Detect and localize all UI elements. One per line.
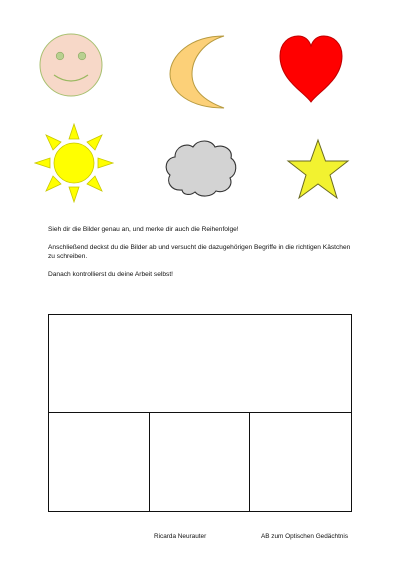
answer-box-5[interactable] (149, 412, 250, 512)
answer-box-3[interactable] (249, 314, 352, 413)
star-icon (286, 138, 350, 202)
crescent-moon-icon (168, 34, 228, 110)
footer-author: Ricarda Neurauter (154, 533, 207, 540)
answer-box-1[interactable] (48, 314, 150, 413)
answer-grid (48, 314, 352, 512)
heart-icon (278, 34, 344, 104)
instructions (48, 225, 353, 288)
answer-box-6[interactable] (249, 412, 352, 512)
sun-icon (34, 123, 114, 203)
instruction-line-2: Anschließend deckst du die Bilder ab und versucht die dazugehörigen Begriffe in die richtigen Kästchen zu schreiben. (48, 244, 351, 260)
answer-box-4[interactable] (48, 412, 150, 512)
answer-box-2[interactable] (149, 314, 250, 413)
instruction-line-3: Danach kontrollierst du deine Arbeit selbst! (48, 271, 173, 278)
instruction-line-1: Sieh dir die Bilder genau an, und merke dir auch die Reihenfolge! (48, 226, 239, 233)
smiley-face-icon (38, 32, 104, 98)
footer-worksheet-title: AB zum Optischen Gedächtnis (261, 533, 349, 540)
cloud-icon (162, 136, 238, 198)
